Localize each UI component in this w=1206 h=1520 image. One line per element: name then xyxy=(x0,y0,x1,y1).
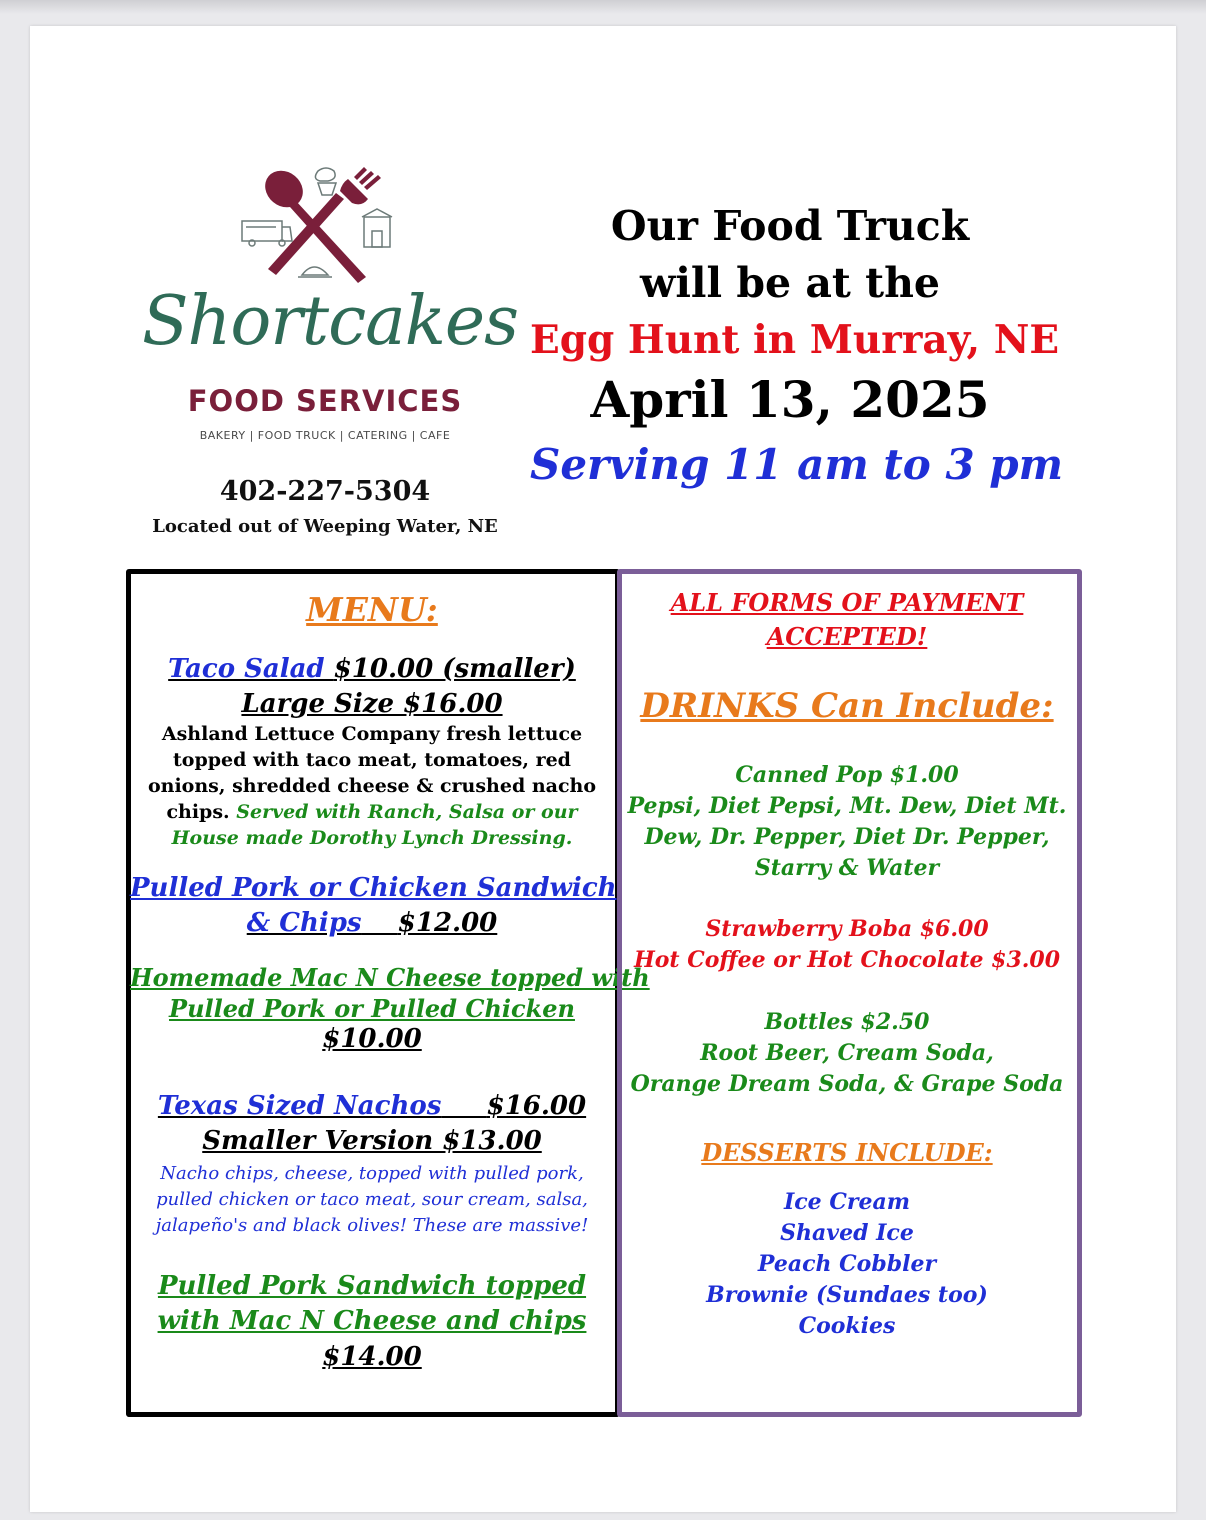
pps-heading-2: with Mac N Cheese and chips xyxy=(157,1306,587,1336)
dessert-item: Peach Cobbler xyxy=(757,1251,937,1277)
canned-pop-list: Pepsi, Diet Pepsi, Mt. Dew, Diet Mt. xyxy=(627,793,1067,819)
pulled-chips-label: & Chips xyxy=(246,908,362,938)
mac-cheese-price: $10.00 xyxy=(322,1024,422,1054)
mac-cheese-heading: Homemade Mac N Cheese topped with xyxy=(130,963,650,992)
event-title: Egg Hunt in Murray, NE xyxy=(530,317,1060,363)
taco-salad-price: $10.00 (smaller) xyxy=(333,654,576,684)
canned-pop-list: Starry & Water xyxy=(754,855,940,881)
dessert-item: Ice Cream xyxy=(784,1189,910,1215)
pps-heading: Pulled Pork Sandwich topped xyxy=(157,1271,587,1301)
canned-pop-list: Dew, Dr. Pepper, Diet Dr. Pepper, xyxy=(644,824,1050,850)
drinks-title: DRINKS Can Include: xyxy=(640,686,1054,726)
taco-desc-served: Served with Ranch, Salsa or our xyxy=(229,801,578,823)
serving-hours: Serving 11 am to 3 pm xyxy=(530,440,1064,489)
pulled-price: $12.00 xyxy=(397,908,498,938)
phone-number: 402-227-5304 xyxy=(219,476,431,507)
payment-line-1: ALL FORMS OF PAYMENT xyxy=(670,588,1024,617)
taco-salad-large: Large Size $16.00 xyxy=(241,689,503,719)
taco-salad-heading xyxy=(130,654,614,684)
dessert-item: Shaved Ice xyxy=(780,1220,914,1246)
mac-cheese-options: Pulled Pork or Pulled Chicken xyxy=(169,994,575,1023)
location-text: Located out of Weeping Water, NE xyxy=(152,516,498,537)
taco-desc-line: onions, shredded cheese & crushed nacho xyxy=(147,775,597,797)
payment-line-2: ACCEPTED! xyxy=(766,622,928,651)
boba-item: Strawberry Boba $6.00 xyxy=(705,916,989,942)
bottles-list: Root Beer, Cream Soda, xyxy=(700,1040,994,1066)
nachos-name: Texas Sized Nachos xyxy=(157,1091,442,1121)
pps-price: $14.00 xyxy=(322,1342,422,1372)
dessert-item: Cookies xyxy=(798,1313,896,1339)
event-date: April 13, 2025 xyxy=(590,370,990,429)
nachos-desc-line: pulled chicken or taco meat, sour cream, salsa, xyxy=(156,1189,588,1210)
desserts-title: DESSERTS INCLUDE: xyxy=(701,1138,993,1167)
pulled-sandwich-heading: Pulled Pork or Chicken Sandwich xyxy=(130,873,617,903)
nachos-price: $16.00 xyxy=(486,1091,587,1121)
header-line-1: Our Food Truck xyxy=(610,202,970,250)
logo-subtitle: FOOD SERVICES xyxy=(187,384,463,418)
taco-salad-name: Taco Salad xyxy=(168,654,334,684)
taco-desc-line: Ashland Lettuce Company fresh lettuce xyxy=(161,723,583,745)
taco-desc-chips: chips. xyxy=(166,801,230,823)
coffee-item: Hot Coffee or Hot Chocolate $3.00 xyxy=(633,947,1061,973)
bottles-title: Bottles $2.50 xyxy=(764,1009,930,1035)
nachos-desc-line: Nacho chips, cheese, topped with pulled pork, xyxy=(160,1163,584,1184)
logo-tagline: BAKERY | FOOD TRUCK | CATERING | CAFE xyxy=(199,429,451,442)
header-line-2: will be at the xyxy=(640,259,940,307)
pulled-sandwich-chips xyxy=(130,908,614,938)
nachos-desc-line: jalapeño's and black olives! These are massive! xyxy=(155,1215,589,1236)
bottles-list: Orange Dream Soda, & Grape Soda xyxy=(630,1071,1064,1097)
taco-desc-line: House made Dorothy Lynch Dressing. xyxy=(171,827,573,849)
dessert-item: Brownie (Sundaes too) xyxy=(706,1282,988,1308)
taco-desc-line xyxy=(130,801,614,823)
menu-title: MENU: xyxy=(306,590,438,629)
nachos-heading xyxy=(130,1091,614,1121)
logo-script-name: Shortcakes xyxy=(141,282,519,361)
taco-desc-line: topped with taco meat, tomatoes, red xyxy=(173,749,571,771)
logo-fork-spoon-icon xyxy=(236,165,396,290)
viewer-top-bar xyxy=(0,0,1206,14)
canned-pop-title: Canned Pop $1.00 xyxy=(735,762,959,788)
nachos-small: Smaller Version $13.00 xyxy=(202,1126,542,1156)
